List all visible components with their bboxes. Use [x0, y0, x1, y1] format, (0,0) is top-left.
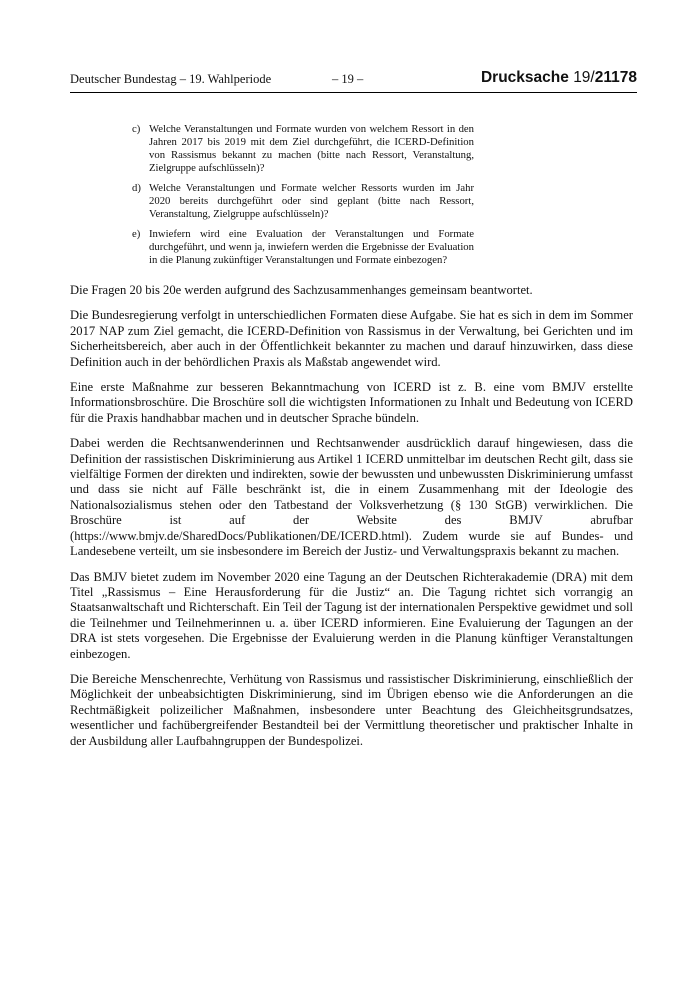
answer-body	[70, 283, 633, 759]
question-list	[132, 123, 474, 274]
question-text: Inwiefern wird eine Evaluation der Veranstaltungen und Formate durchgeführt, und wenn ja, inwiefern werden die Ergebnisse der Evaluation in die Planung zukünftiger Veranstaltungen und Formate einbezogen?	[149, 228, 474, 266]
question-letter: c)	[132, 123, 141, 135]
answer-paragraph: Die Bundesregierung verfolgt in unterschiedlichen Formaten diese Aufgabe. Sie hat es sich in dem im Sommer 2017 NAP zum Ziel gemacht, die ICERD-Definition von Rassismus in der Verwaltung, bei Gerichten und im Sicherheitsbereich, aber auch in der Öffentlichkeit bekannter zu machen und darauf hinzuwirken, dass diese Definition auch in der behördlichen Praxis als Maßstab angewendet wird.	[70, 308, 633, 369]
answer-paragraph: Eine erste Maßnahme zur besseren Bekanntmachung von ICERD ist z. B. eine vom BMJV erstellte Informationsbroschüre. Die Broschüre soll die wichtigsten Informationen zu Inhalt und Bedeutung von ICERD für die Praxis handhabbar machen und in deutscher Sprache bündeln.	[70, 380, 633, 425]
answer-paragraph: Das BMJV bietet zudem im November 2020 eine Tagung an der Deutschen Richterakademie (DRA) mit dem Titel „Rassismus – Eine Herausforderung für die Justiz“ an. Die Tagung richtet sich vorrangig an Staatsanwaltschaft und Richterschaft. Ein Teil der Tagung ist der internationalen Perspektive gewidmet und soll die Teilnehmer und Teilnehmerinnen u. a. über ICERD informieren. Eine Evaluierung der Tagungen an der DRA ist stets vorgesehen. Die Ergebnisse der Evaluierung werden in die Planung künftiger Veranstaltungen einbezogen.	[70, 569, 633, 661]
page-header	[70, 70, 637, 93]
answer-paragraph: Die Bereiche Menschenrechte, Verhütung von Rassismus und rassistischer Diskriminierung, einschließlich der Möglichkeit der unbeabsichtigten Diskriminierung, sind im Übrigen ebenso wie die Anforderungen an die Rechtmäßigkeit polizeilicher Maßnahmen, insbesondere unter Beachtung des Gleichheitsgrundsatzes, wesentlicher und fachübergreifender Bestandteil bei der Vermittlung theoretischer und praktischer Inhalte in der Ausbildung aller Laufbahngruppen der Bundespolizei.	[70, 671, 633, 748]
answer-paragraph: Dabei werden die Rechtsanwenderinnen und Rechtsanwender ausdrücklich darauf hingewiesen, dass die Definition der rassistischen Diskriminierung aus Artikel 1 ICERD unmittelbar im deutschen Recht gilt, dass sie vielfältige Formen der direkten und indirekten, sowie der bewussten und unbewussten Diskriminierung umfasst und dass sie nicht auf Fälle beschränkt ist, die in einem Zusammenhang mit der Ideologie des Nationalsozialismus stehen oder den Tatbestand der Volksverhetzung (§ 130 StGB) verwirklichen. Die Broschüre ist auf der Website des BMJV abrufbar (https://www.bmjv.de/SharedDocs/Publikationen/DE/ICERD.html). Zudem wurde sie auf Bundes- und Landesebene verteilt, um sie insbesondere im Bereich der Justiz- und Verwaltungspraxis bekannt zu machen.	[70, 436, 633, 559]
question-letter: e)	[132, 228, 141, 240]
parliament-label: Deutscher Bundestag – 19. Wahlperiode	[70, 72, 272, 86]
question-letter: d)	[132, 182, 141, 194]
question-e	[132, 228, 474, 267]
document-prefix: 19/	[573, 69, 595, 86]
document-id: 21178	[594, 69, 637, 86]
question-c	[132, 123, 474, 175]
page-number: – 19 –	[332, 72, 364, 86]
question-d	[132, 182, 474, 221]
document-type: Drucksache	[480, 69, 569, 86]
question-text: Welche Veranstaltungen und Formate welcher Ressorts wurden im Jahr 2020 bereits durchgeführt oder sind geplant (bitte nach Ressort, Veranstaltung, Zielgruppe aufschlüsseln)?	[149, 182, 474, 220]
question-text: Welche Veranstaltungen und Formate wurden von welchem Ressort in den Jahren 2017 bis 2019 mit dem Ziel durchgeführt, die ICERD-Definition von Rassismus bekannt zu machen (bitte nach Ressort, Veranstaltung, Zielgruppe aufschlüsseln)?	[149, 123, 474, 174]
answer-paragraph: Die Fragen 20 bis 20e werden aufgrund des Sachzusammenhanges gemeinsam beantwortet.	[70, 283, 533, 297]
document-number	[481, 69, 637, 87]
